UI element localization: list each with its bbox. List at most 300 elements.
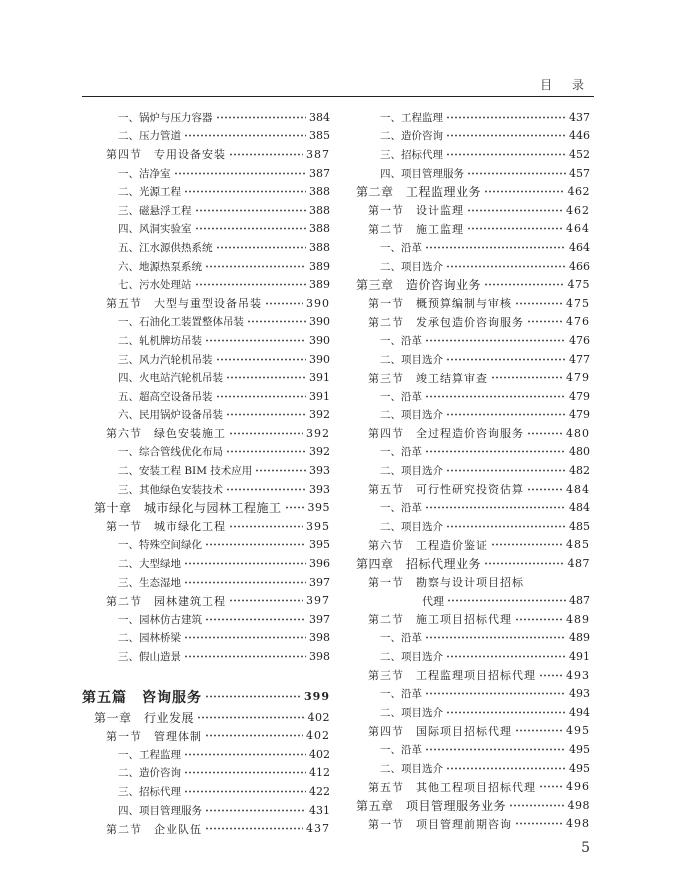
dot-leader [184, 790, 306, 793]
toc-entry-item[interactable] [82, 745, 330, 764]
toc-entry-section[interactable] [82, 145, 330, 164]
dot-leader [205, 265, 306, 268]
toc-entry-page: 475 [566, 296, 590, 310]
toc-entry-page: 392 [309, 408, 330, 422]
toc-entry-title: 二、造价咨询 [380, 130, 443, 143]
toc-entry-page: 393 [309, 482, 330, 496]
dot-leader [205, 695, 301, 698]
toc-entry-title: 四、项目管理服务 [118, 804, 202, 817]
toc-entry-page: 495 [569, 742, 590, 756]
toc-entry-chapter[interactable] [356, 796, 590, 815]
dot-leader [446, 469, 566, 472]
toc-entry-chapter[interactable] [82, 498, 330, 517]
toc-entry-part[interactable] [82, 686, 330, 708]
toc-entry-title: 一、洁净室 [118, 167, 171, 180]
toc-entry-page: 388 [309, 185, 330, 199]
dot-leader [226, 413, 306, 416]
toc-entry-item[interactable] [82, 573, 330, 592]
toc-entry-title: 一、园林仿古建筑 [118, 613, 202, 626]
toc-entry-page: 391 [309, 371, 330, 385]
toc-entry-page: 487 [569, 594, 590, 608]
toc-entry-item[interactable] [356, 684, 590, 703]
toc-entry-title: 二、项目选介 [380, 465, 443, 478]
dot-leader [446, 116, 566, 119]
toc-entry-page: 464 [569, 240, 590, 254]
toc-entry-section[interactable] [82, 294, 330, 313]
toc-entry-title: 第二节 施工监理 [368, 222, 464, 236]
dot-leader [446, 134, 566, 137]
dot-leader [539, 785, 563, 788]
toc-entry-title: 第五章 项目管理服务业务 [356, 798, 507, 813]
toc-entry-page: 392 [309, 445, 330, 459]
toc-entry-item[interactable] [82, 238, 330, 257]
dot-leader [285, 506, 305, 509]
dot-leader [265, 302, 303, 305]
toc-entry-page: 493 [566, 668, 590, 682]
dot-leader [205, 734, 303, 737]
dot-leader [216, 116, 307, 119]
toc-entry-section[interactable] [356, 777, 590, 796]
toc-entry-page: 487 [567, 557, 590, 571]
dot-leader [216, 246, 307, 249]
toc-entry-title: 第六节 绿色安装施工 [106, 427, 226, 441]
toc-entry-title: 二、项目选介 [380, 520, 443, 533]
dot-leader [467, 227, 563, 230]
toc-entry-section[interactable] [356, 294, 590, 313]
dot-leader [425, 450, 566, 453]
dot-leader [226, 450, 306, 453]
toc-entry-page: 485 [566, 538, 590, 552]
toc-entry-page: 388 [309, 203, 330, 217]
toc-entry-title: 二、大型绿地 [118, 558, 181, 571]
dot-leader [425, 692, 566, 695]
toc-entry-section[interactable] [356, 424, 590, 443]
toc-entry-title: 五、江水源供热系统 [118, 241, 213, 254]
toc-entry-title: 三、招标代理 [118, 785, 181, 798]
toc-entry-item[interactable] [356, 406, 590, 425]
toc-entry-title: 二、安装工程 BIM 技术应用 [118, 465, 253, 478]
toc-entry-page: 482 [569, 464, 590, 478]
dot-leader [229, 599, 303, 602]
dot-leader [184, 753, 306, 756]
dot-leader [484, 190, 564, 193]
toc-entry-title: 第五篇 咨询服务 [82, 689, 202, 706]
toc-entry-title: 三、风力汽轮机吊装 [118, 353, 213, 366]
toc-entry-page: 480 [566, 426, 590, 440]
toc-entry-title: 第一节 概预算编制与审核 [368, 297, 512, 311]
dot-leader [184, 581, 306, 584]
toc-entry-item[interactable] [82, 127, 330, 146]
dot-leader [195, 227, 307, 230]
toc-entry-title: 二、项目选介 [380, 353, 443, 366]
toc-entry-title: 代理 [422, 594, 444, 608]
toc-entry-page: 396 [309, 557, 330, 571]
toc-entry-item[interactable] [356, 145, 590, 164]
page-number: 5 [581, 840, 590, 856]
toc-entry-page: 476 [569, 333, 590, 347]
toc-entry-item[interactable] [82, 331, 330, 350]
toc-entry-item[interactable] [82, 257, 330, 276]
dot-leader [226, 376, 306, 379]
dot-leader [195, 283, 307, 286]
toc-entry-item[interactable] [82, 782, 330, 801]
toc-entry-page: 390 [309, 315, 330, 329]
toc-entry-page: 388 [309, 222, 330, 236]
dot-leader [216, 358, 307, 361]
toc-entry-title: 第一节 项目管理前期咨询 [368, 817, 512, 831]
toc-entry-page: 398 [309, 631, 330, 645]
toc-entry-title: 二、项目选介 [380, 651, 443, 664]
toc-entry-title: 四、风洞实验室 [118, 223, 192, 236]
toc-entry-title: 三、其他绿色安装技术 [118, 483, 223, 496]
toc-entry-title: 五、超高空设备吊装 [118, 390, 213, 403]
toc-entry-title: 一、沿革 [380, 390, 422, 403]
toc-entry-page: 476 [566, 315, 590, 329]
toc-right-column [356, 108, 590, 833]
toc-entry-title: 三、磁悬浮工程 [118, 204, 192, 217]
toc-entry-page: 485 [569, 519, 590, 533]
toc-entry-item[interactable] [82, 201, 330, 220]
dot-leader [425, 395, 566, 398]
dot-leader [491, 543, 563, 546]
toc-entry-title: 第四节 全过程造价咨询服务 [368, 427, 524, 441]
toc-entry-title: 第四节 国际项目招标代理 [368, 724, 512, 738]
dot-leader [527, 488, 563, 491]
toc-entry-chapter[interactable] [356, 182, 590, 201]
toc-entry-page: 389 [309, 259, 330, 273]
toc-entry-title: 二、园林桥梁 [118, 632, 181, 645]
toc-entry-page: 479 [569, 389, 590, 403]
toc-entry-page: 457 [569, 166, 590, 180]
dot-leader [255, 469, 306, 472]
dot-leader [205, 543, 306, 546]
toc-entry-title: 三、生态湿地 [118, 576, 181, 589]
toc-entry-page: 397 [306, 594, 330, 608]
dot-leader [229, 432, 303, 435]
toc-entry-item[interactable] [82, 554, 330, 573]
toc-entry-item[interactable] [356, 350, 590, 369]
toc-entry-title: 第三节 工程监理项目招标代理 [368, 669, 536, 683]
toc-entry-title: 第一章 行业发展 [94, 710, 195, 725]
dot-leader [446, 265, 566, 268]
dot-leader [539, 674, 563, 677]
toc-entry-item[interactable] [82, 536, 330, 555]
toc-entry-page: 466 [569, 259, 590, 273]
toc-entry-title: 第一节 设计监理 [368, 204, 464, 218]
toc-entry-section[interactable] [356, 610, 590, 629]
dot-leader [491, 376, 563, 379]
toc-entry-item[interactable] [82, 368, 330, 387]
toc-entry-section[interactable] [356, 480, 590, 499]
dot-leader [425, 748, 566, 751]
toc-entry-page: 495 [569, 761, 590, 775]
toc-entry-page: 390 [309, 333, 330, 347]
toc-entry-page: 475 [567, 278, 590, 292]
dot-leader [195, 209, 307, 212]
dot-leader [515, 729, 563, 732]
toc-entry-page: 402 [309, 747, 330, 761]
dot-leader [247, 320, 306, 323]
toc-entry-section[interactable] [356, 815, 590, 834]
dot-leader [509, 804, 564, 807]
dot-leader [174, 172, 307, 175]
toc-entry-item[interactable] [82, 387, 330, 406]
toc-entry-title: 第五节 其他工程项目招标代理 [368, 780, 536, 794]
dot-leader [425, 636, 566, 639]
dot-leader [446, 153, 566, 156]
toc-entry-title: 一、综合管线优化布局 [118, 446, 223, 459]
toc-entry-page: 390 [306, 296, 330, 310]
toc-entry-page: 489 [569, 631, 590, 645]
toc-entry-section[interactable] [356, 368, 590, 387]
toc-entry-page: 397 [309, 612, 330, 626]
toc-entry-title: 第二节 施工项目招标代理 [368, 613, 512, 627]
toc-entry-page: 412 [309, 766, 330, 780]
dot-leader [425, 339, 566, 342]
toc-entry-page: 393 [309, 464, 330, 478]
toc-entry-item[interactable] [356, 759, 590, 778]
toc-entry-section[interactable] [356, 666, 590, 685]
toc-entry-item[interactable] [82, 164, 330, 183]
toc-entry-title: 三、假山造景 [118, 651, 181, 664]
toc-entry-title: 第三章 造价咨询业务 [356, 278, 482, 293]
toc-entry-item[interactable] [82, 350, 330, 369]
toc-entry-title: 一、锅炉与压力容器 [118, 111, 213, 124]
toc-entry-title: 二、项目选介 [380, 762, 443, 775]
toc-entry-title: 二、轧机牌坊吊装 [118, 334, 202, 347]
toc-entry-page: 462 [567, 185, 590, 199]
toc-entry-section[interactable] [82, 591, 330, 610]
toc-entry-item[interactable] [356, 127, 590, 146]
toc-entry-page: 390 [309, 352, 330, 366]
toc-entry-item[interactable] [356, 331, 590, 350]
toc-entry-item[interactable] [356, 387, 590, 406]
toc-entry-page: 489 [566, 612, 590, 626]
toc-entry-title: 四、火电站汽轮机吊装 [118, 372, 223, 385]
toc-entry-title: 第十章 城市绿化与园林工程施工 [94, 501, 282, 516]
toc-entry-page: 431 [309, 803, 330, 817]
dot-leader [184, 655, 306, 658]
toc-entry-item[interactable] [356, 238, 590, 257]
toc-entry-title: 第二节 企业队伍 [106, 822, 202, 836]
toc-entry-section[interactable] [82, 819, 330, 838]
toc-entry-item[interactable] [82, 647, 330, 666]
toc-entry-title: 二、压力管道 [118, 130, 181, 143]
toc-entry-page: 402 [307, 710, 330, 724]
page-header [82, 72, 594, 97]
toc-entry-title: 二、造价咨询 [118, 767, 181, 780]
dot-leader [515, 822, 563, 825]
dot-leader [446, 358, 566, 361]
toc-entry-item[interactable] [356, 647, 590, 666]
dot-leader [184, 562, 306, 565]
dot-leader [425, 506, 566, 509]
dot-leader [446, 655, 566, 658]
toc-entry-page: 402 [306, 729, 330, 743]
toc-entry-title: 第四节 专用设备安装 [106, 148, 226, 162]
toc-entry-page: 398 [309, 650, 330, 664]
toc-entry-page: 452 [569, 147, 590, 161]
toc-entry-title: 第二章 工程监理业务 [356, 185, 482, 200]
toc-entry-page: 498 [566, 817, 590, 831]
toc-entry-page: 391 [309, 389, 330, 403]
toc-entry-title: 一、沿革 [380, 334, 422, 347]
toc-entry-page: 387 [309, 166, 330, 180]
toc-entry-item[interactable] [356, 740, 590, 759]
toc-entry-title: 第三节 竣工结算审查 [368, 371, 488, 385]
dot-leader [205, 618, 306, 621]
dot-leader [467, 172, 566, 175]
toc-entry-title: 七、污水处理站 [118, 279, 192, 292]
toc-entry-title: 第一节 勘察与设计项目招标 [368, 576, 524, 590]
toc-entry-page: 446 [569, 129, 590, 143]
toc-entry-item[interactable] [356, 461, 590, 480]
toc-entry-title: 第五节 可行性研究投资估算 [368, 483, 524, 497]
toc-entry-page: 484 [566, 482, 590, 496]
toc-entry-page: 395 [307, 501, 330, 515]
toc-entry-item[interactable] [356, 108, 590, 127]
dot-leader [515, 618, 563, 621]
toc-entry-section[interactable] [356, 220, 590, 239]
toc-entry-item[interactable] [82, 443, 330, 462]
toc-entry-title: 一、特殊空间绿化 [118, 539, 202, 552]
toc-entry-page: 464 [566, 222, 590, 236]
toc-entry-chapter[interactable] [82, 708, 330, 727]
toc-entry-item[interactable] [356, 703, 590, 722]
toc-entry-page: 491 [569, 650, 590, 664]
toc-entry-title: 二、项目选介 [380, 260, 443, 273]
dot-leader [197, 716, 304, 719]
toc-entry-item[interactable] [82, 801, 330, 820]
toc-entry-page: 484 [569, 501, 590, 515]
toc-entry-item[interactable] [82, 182, 330, 201]
toc-entry-item[interactable] [356, 498, 590, 517]
toc-entry-page: 479 [569, 408, 590, 422]
toc-entry-section[interactable] [356, 201, 590, 220]
dot-leader [484, 283, 564, 286]
toc-entry-section[interactable] [82, 517, 330, 536]
toc-entry-item[interactable] [82, 108, 330, 127]
dot-leader [446, 413, 566, 416]
toc-entry-page: 389 [309, 278, 330, 292]
toc-entry-page: 399 [304, 690, 330, 704]
toc-entry-page: 479 [566, 371, 590, 385]
toc-entry-title: 第二节 园林建筑工程 [106, 594, 226, 608]
toc-entry-page: 437 [306, 822, 330, 836]
toc-entry-title: 一、沿革 [380, 446, 422, 459]
dot-leader [184, 636, 306, 639]
toc-entry-title: 一、沿革 [380, 688, 422, 701]
toc-entry-item[interactable] [82, 764, 330, 783]
toc-entry-page: 477 [569, 352, 590, 366]
toc-entry-page: 395 [309, 538, 330, 552]
toc-entry-title: 一、沿革 [380, 241, 422, 254]
toc-entry-page: 392 [306, 426, 330, 440]
toc-entry-item[interactable] [82, 610, 330, 629]
toc-entry-title: 三、招标代理 [380, 148, 443, 161]
toc-entry-item[interactable] [82, 461, 330, 480]
toc-entry-page: 494 [569, 705, 590, 719]
toc-entry-item[interactable] [82, 275, 330, 294]
header-title: 目 录 [540, 78, 592, 92]
toc-entry-title: 一、工程监理 [118, 748, 181, 761]
toc-entry-section[interactable] [82, 424, 330, 443]
toc-entry-page: 480 [569, 445, 590, 459]
dot-leader [216, 395, 307, 398]
dot-leader [515, 302, 563, 305]
toc-entry-item[interactable] [82, 406, 330, 425]
dot-leader [527, 432, 563, 435]
toc-entry-page: 496 [566, 780, 590, 794]
toc-entry-section[interactable] [356, 573, 590, 592]
toc-entry-title: 六、民用锅炉设备吊装 [118, 409, 223, 422]
toc-entry-title: 一、沿革 [380, 502, 422, 515]
dot-leader [446, 767, 566, 770]
dot-leader [205, 809, 306, 812]
toc-entry-item[interactable] [82, 629, 330, 648]
toc-entry-page: 422 [309, 784, 330, 798]
dot-leader [484, 562, 564, 565]
toc-entry-title: 第一节 城市绿化工程 [106, 520, 226, 534]
toc-entry-page: 385 [309, 129, 330, 143]
toc-left-column [82, 108, 330, 838]
toc-entry-title: 一、沿革 [380, 632, 422, 645]
dot-leader [205, 339, 306, 342]
toc-entry-page: 495 [566, 724, 590, 738]
toc-entry-title: 第五节 大型与重型设备吊装 [106, 297, 262, 311]
toc-entry-title: 二、光源工程 [118, 186, 181, 199]
toc-entry-section[interactable] [356, 722, 590, 741]
toc-entry-title: 第六节 工程造价鉴证 [368, 538, 488, 552]
toc-entry-page: 388 [309, 240, 330, 254]
toc-entry-title: 四、项目管理服务 [380, 167, 464, 180]
dot-leader [205, 827, 303, 830]
dot-leader [467, 209, 563, 212]
toc-entry-item[interactable] [82, 480, 330, 499]
dot-leader [184, 771, 306, 774]
toc-entry-page: 462 [566, 203, 590, 217]
dot-leader [447, 599, 566, 602]
toc-entry-title: 二、项目选介 [380, 706, 443, 719]
toc-entry-page: 498 [567, 798, 590, 812]
toc-entry-title: 一、石油化工装置整体吊装 [118, 316, 244, 329]
toc-entry-title: 第二节 发承包造价咨询服务 [368, 315, 524, 329]
dot-leader [425, 246, 566, 249]
toc-entry-item[interactable] [82, 220, 330, 239]
dot-leader [229, 153, 303, 156]
toc-entry-item[interactable] [356, 443, 590, 462]
toc-entry-item[interactable] [356, 164, 590, 183]
toc-entry-page: 437 [569, 110, 590, 124]
toc-entry-title: 六、地源热泵系统 [118, 260, 202, 273]
toc-entry-item[interactable] [356, 257, 590, 276]
toc-entry-item[interactable] [356, 517, 590, 536]
toc-entry-page: 384 [309, 110, 330, 124]
toc-entry-title: 一、工程监理 [380, 111, 443, 124]
toc-entry-page: 397 [309, 575, 330, 589]
toc-spacer [82, 666, 330, 686]
toc-entry-chapter[interactable] [356, 554, 590, 573]
toc-entry-section[interactable] [356, 536, 590, 555]
toc-entry-chapter[interactable] [356, 275, 590, 294]
toc-entry-title: 第四章 招标代理业务 [356, 557, 482, 572]
toc-entry-section[interactable] [82, 726, 330, 745]
dot-leader [229, 525, 303, 528]
toc-entry-section[interactable] [356, 313, 590, 332]
toc-entry-cont[interactable] [356, 591, 590, 610]
toc-entry-item[interactable] [82, 313, 330, 332]
toc-entry-item[interactable] [356, 629, 590, 648]
